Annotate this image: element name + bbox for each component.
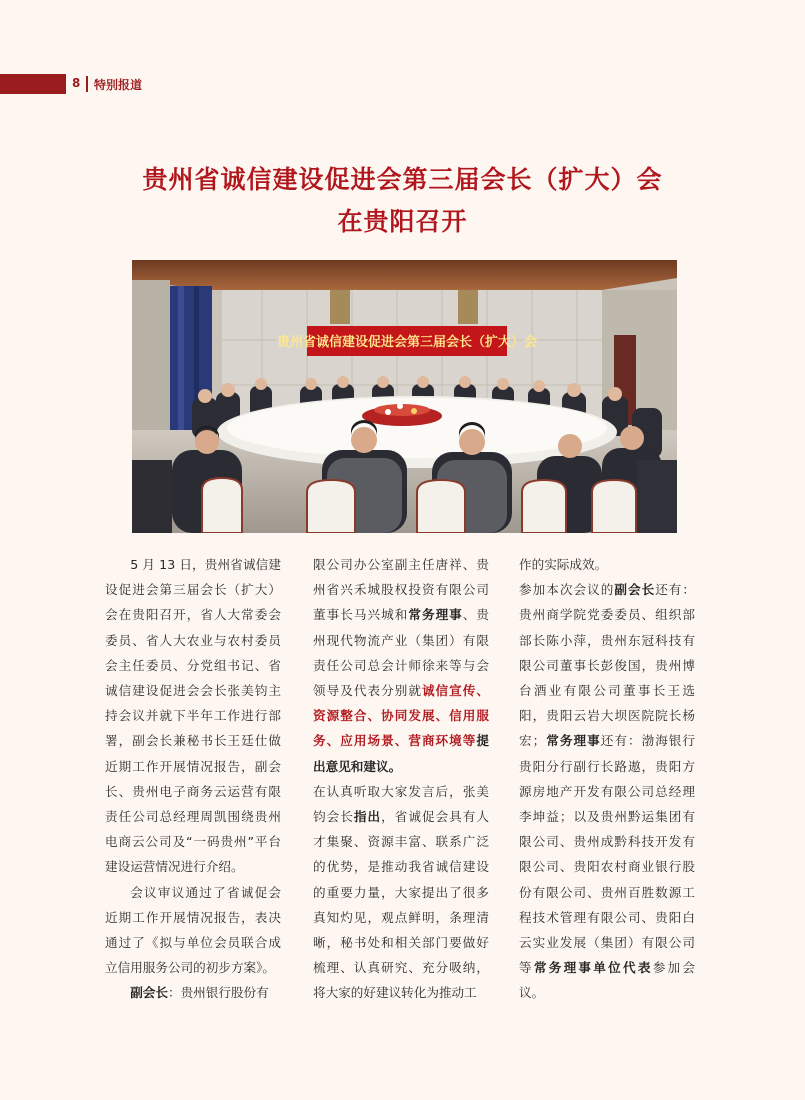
- paragraph-5-text-c-cont-cont: 还有：渤海银行贵阳分行副行长路遨，贵阳方源房地产开发有限公司总经理李坤益；以及贵州黔运集团有限公司、贵州成黔科技开发有限公司、贵阳农村商业银行股份有限公司、贵州百胜数源工程技术管理有限公司、贵阳白云实业发展（集团）有限公司等: [519, 733, 696, 976]
- header-accent-bar: [0, 74, 66, 94]
- paragraph-3-text-a: ：贵州银行股份有: [167, 985, 269, 1001]
- paragraph-4-text-b-cont-cont: 作的实际成效。: [519, 557, 608, 572]
- paragraph-5-cont-cont: [519, 577, 695, 1005]
- paragraph-5-text-a-cont-cont: 参加本次会议的: [519, 582, 615, 598]
- label-vice-president-2-cont-cont: 副会长: [614, 582, 656, 598]
- column-3: [519, 552, 695, 1006]
- paragraph-5-end-cont-cont: 参加会议。: [519, 960, 696, 1001]
- paragraph-4-cont-cont: [519, 552, 695, 577]
- paragraph-3-end-cont: 提出意见和建议。: [313, 733, 489, 774]
- paragraph-4-text-b-cont: ，省诚促会具有人才集聚、资源丰富、联系广泛的优势，是推动我省诚信建设的重要力量，大家提出了很多真知灼见，观点鲜明，条理清晰，秘书处和相关部门要做好梳理、认真研究、充分吸纳，将大家的好建议转化为推动工: [313, 809, 490, 1001]
- label-executive-director-cont: 常务理事: [408, 607, 463, 623]
- page-number: 8: [72, 76, 81, 90]
- paragraph-4-cont: [313, 779, 489, 1006]
- section-label: 特别报道: [94, 78, 143, 92]
- paragraph-4-bold-cont: 指出: [353, 809, 382, 825]
- label-executive-director-2-cont-cont: 常务理事: [545, 733, 601, 749]
- label-executive-units-cont-cont: 常务理事单位代表: [533, 960, 653, 976]
- paragraph-5-text-b-cont-cont: 还有：贵州商学院党委委员、组织部部长陈小萍，贵州东冠科技有限公司董事长彭俊国，贵州博台酒业有限公司董事长王选阳，贵阳云岩大坝医院院长杨宏；: [519, 582, 696, 749]
- paragraph-1: 5 月 13 日，贵州省诚信建设促进会第三届会长（扩大）会在贵阳召开，省人大常委会委员、省人大农业与农村委员会主任委员、分党组书记、省诚信建设促进会会长张美钧主持会议并就下半年工作进行部署，副会长兼秘书长王廷仕做近期工作开展情况报告，副会长、贵州电子商务云运营有限责任公司总经理周凯围绕贵州电商云公司及“一码贵州”平台建设运营情况进行介绍。: [105, 557, 281, 875]
- header-divider: [86, 76, 88, 92]
- paragraph-3-highlight-cont: 诚信宣传、资源整合、协同发展、信用服务、应用场景、营商环境等: [313, 683, 489, 749]
- label-vice-president: 副会长: [130, 985, 168, 1001]
- photo-banner-text: 贵州省诚信建设促进会第三届会长（扩大）会: [276, 335, 538, 350]
- paragraph-3-text-b-cont: 、贵州现代物流产业（集团）有限责任公司总会计师徐来等与会领导及代表分别就: [313, 607, 490, 699]
- paragraph-4-text-a-cont: 在认真听取大家发言后，张美钧会长: [313, 783, 489, 825]
- column-1: [105, 552, 281, 1006]
- paragraph-2: 会议审议通过了省诚促会近期工作开展情况报告，表决通过了《拟与单位会员联合成立信用服务公司的初步方案》。: [105, 884, 281, 976]
- paragraph-3-start-cont: [313, 552, 489, 779]
- column-2: [313, 552, 489, 1006]
- paragraph-3-text-a-cont: 限公司办公室副主任唐祥、贵州省兴禾城股权投资有限公司董事长马兴城和: [313, 557, 489, 623]
- paragraph-3-start: [105, 980, 281, 1005]
- meeting-photo: [132, 260, 677, 533]
- article-title-line2: 在贵阳召开: [337, 207, 468, 236]
- article-title-line1: 贵州省诚信建设促进会第三届会长（扩大）会: [142, 165, 663, 194]
